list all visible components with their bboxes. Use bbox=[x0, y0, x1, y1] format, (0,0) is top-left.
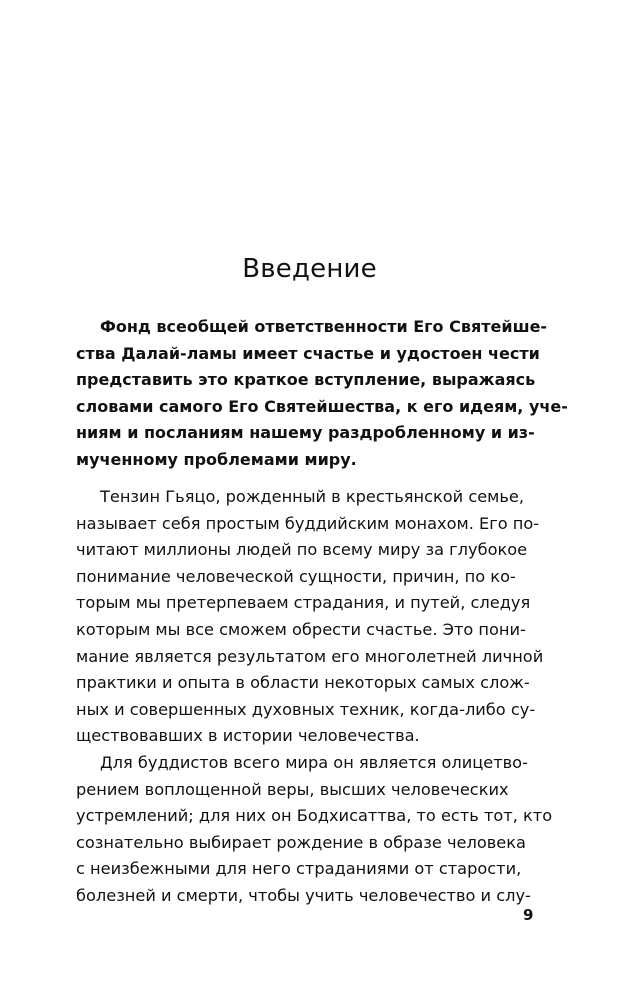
lead-line: Фонд всеобщей ответственности Его Святейше- bbox=[100, 317, 548, 336]
paragraph-1 bbox=[76, 484, 544, 750]
lead-line: мученному проблемами миру. bbox=[76, 449, 357, 469]
body-line: понимание человеческой сущности, причин, по ко- bbox=[76, 566, 516, 586]
lead-line: словами самого Его Святейшества, к его идеям, уче- bbox=[76, 396, 568, 416]
page-number: 9 bbox=[523, 906, 534, 924]
body-line: называет себя простым буддийским монахом. Его по- bbox=[76, 513, 540, 533]
body-text bbox=[76, 484, 553, 910]
body-line: практики и опыта в области некоторых самых слож- bbox=[76, 673, 530, 693]
body-line: болезней и смерти, чтобы учить человечество и слу- bbox=[76, 885, 531, 905]
body-line: ществовавших в истории человечества. bbox=[76, 726, 420, 746]
lead-line: представить это краткое вступление, выражаясь bbox=[76, 370, 536, 390]
body-line: с неизбежными для него страданиями от старости, bbox=[76, 859, 522, 879]
body-line: читают миллионы людей по всему миру за глубокое bbox=[76, 540, 528, 560]
body-line: сознательно выбирает рождение в образе человека bbox=[76, 832, 526, 852]
body-line: устремлений; для них он Бодхисаттва, то есть тот, кто bbox=[76, 806, 553, 826]
body-line: рением воплощенной веры, высших человеческих bbox=[76, 779, 509, 799]
lead-paragraph bbox=[76, 314, 568, 474]
lead-line: ства Далай-ламы имеет счастье и удостоен чести bbox=[76, 343, 540, 363]
body-line: ных и совершенных духовных техник, когда-либо су- bbox=[76, 699, 536, 719]
body-line: Тензин Гьяцо, рожденный в крестьянской семье, bbox=[100, 487, 525, 506]
paragraph-2 bbox=[76, 750, 553, 910]
body-line: Для буддистов всего мира он является олицетво- bbox=[100, 752, 528, 772]
chapter-title: Введение bbox=[242, 254, 377, 284]
lead-line: ниям и посланиям нашему раздробленному и из- bbox=[76, 423, 535, 443]
body-line: мание является результатом его многолетней личной bbox=[76, 646, 544, 666]
body-line: торым мы претерпеваем страдания, и путей, следуя bbox=[76, 593, 531, 613]
body-line: которым мы все сможем обрести счастье. Это пони- bbox=[76, 619, 526, 639]
